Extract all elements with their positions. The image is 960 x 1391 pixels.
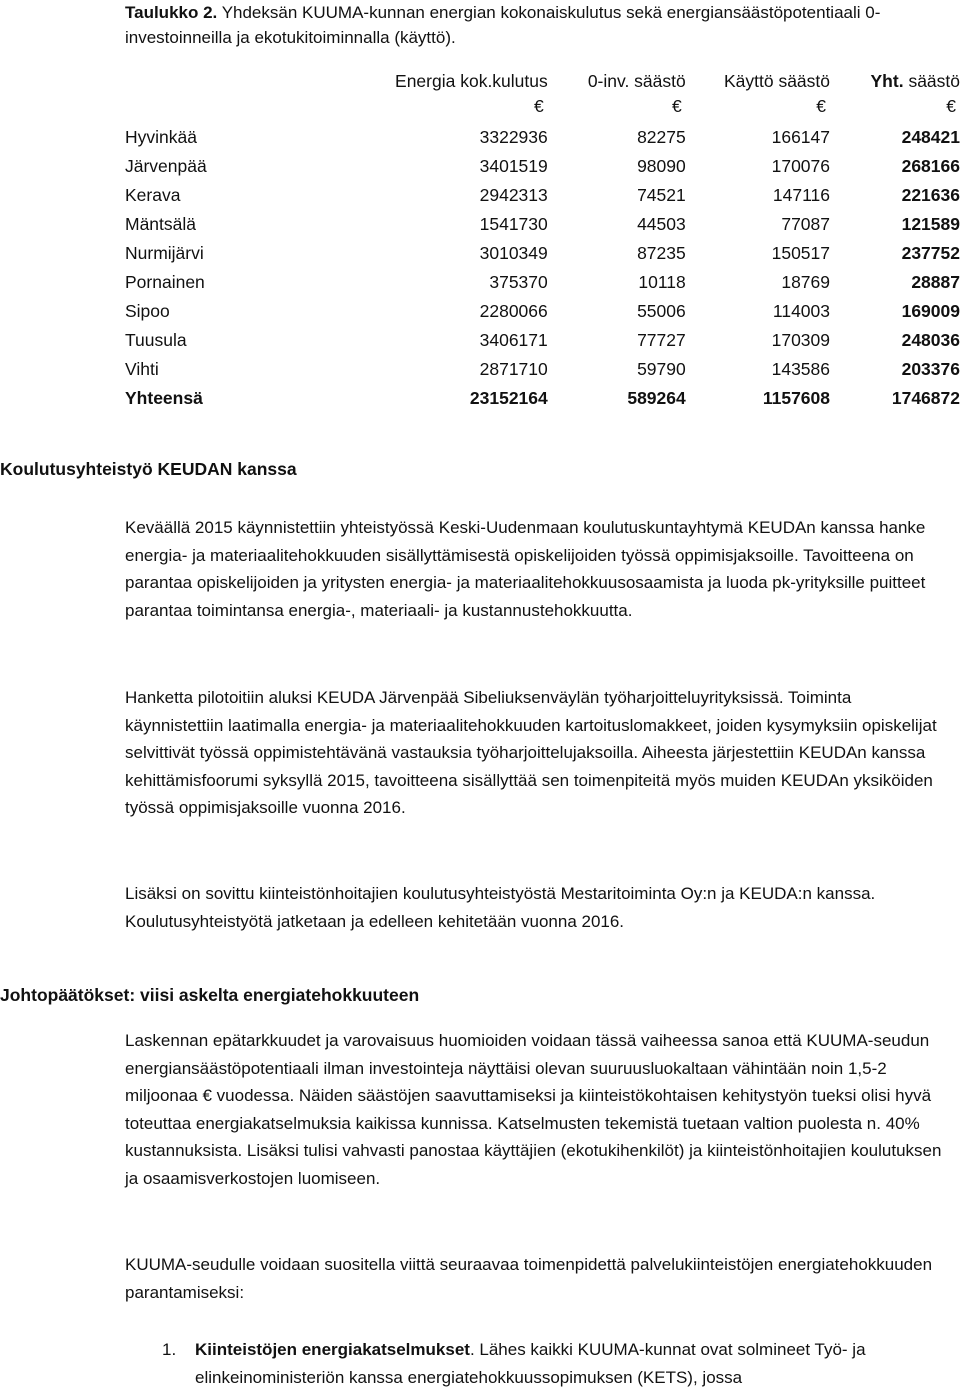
municipality-name: Pornainen xyxy=(125,272,205,292)
table-row xyxy=(125,297,960,326)
table-row xyxy=(125,210,960,239)
energy-table xyxy=(125,71,960,413)
header-total-suffix: säästö xyxy=(908,71,960,91)
energy-consumption-value: 3401519 xyxy=(479,156,548,176)
caption-text: Yhdeksän KUUMA-kunnan energian kokonaiskulutus sekä energiansäästöpotentiaali 0-investoinneilla ja ekotukitoiminnalla (käyttö). xyxy=(125,3,881,47)
usage-saving-value: 170076 xyxy=(771,156,831,176)
municipality-name: Kerava xyxy=(125,185,181,205)
list-item xyxy=(162,1336,952,1391)
zero-investment-saving-value: 59790 xyxy=(637,359,686,379)
paragraph: Laskennan epätarkkuudet ja varovaisuus huomioiden voidaan tässä vaiheessa sanoa että KUUMA-seudun energiansäästöpotentiaali ilman investointeja näyttäisi olevan suuruusluokaltaan vähintään noin 1,5-2 miljoonaa € vuodessa. Näiden säästöjen saavuttamiseksi ja kiinteistökohtaisen kehitystyön tueksi olisi hyvä toteuttaa energiakatselmuksia kaikissa kunnissa. Katselmusten tekemistä tuetaan valtion puolesta n. 40% kustannuksista. Lisäksi tulisi vahvasti panostaa käyttäjien (ekotukihenkilöt) ja kiinteistönhoitajien koulutuksen ja osaamisverkostojen luomiseen. xyxy=(125,1031,942,1188)
energy-consumption-value: 1541730 xyxy=(479,214,548,234)
header-energy-consumption: Energia kok.kulutus xyxy=(395,71,548,91)
zero-investment-saving-value: 74521 xyxy=(637,185,686,205)
energy-consumption-value: 3322936 xyxy=(479,127,548,147)
total-saving-value: 221636 xyxy=(901,185,960,205)
euro-unit: € xyxy=(534,96,544,116)
total-saving-value: 248036 xyxy=(901,330,960,350)
zero-investment-saving-value: 82275 xyxy=(637,127,686,147)
energy-consumption-value: 2871710 xyxy=(479,359,548,379)
energy-consumption-value: 375370 xyxy=(489,272,548,292)
paragraph: Keväällä 2015 käynnistettiin yhteistyössä Keski-Uudenmaan koulutuskuntayhtymä KEUDAn kanssa hanke energia- ja materiaalitehokkuuden sisällyttämisestä opiskelijoiden työssä oppimisjaksoille. Tavoitteena on parantaa opiskelijoiden ja yritysten energia- ja materiaalitehokkuusosaamista ja luoda pk-yrityksille puitteet parantaa toimintansa energia-, materiaali- ja kustannustehokkuutta. xyxy=(125,518,926,620)
header-zero-investment-saving: 0-inv. säästö xyxy=(587,71,686,91)
table-row xyxy=(125,181,960,210)
usage-saving-value: 77087 xyxy=(781,214,831,234)
zero-investment-saving-value: 55006 xyxy=(637,301,686,321)
paragraph: Lisäksi on sovittu kiinteistönhoitajien koulutusyhteistyöstä Mestaritoiminta Oy:n ja KEUDA:n kanssa. Koulutusyhteistyötä jatketaan ja edelleen kehitetään vuonna 2016. xyxy=(125,884,876,931)
table-unit-row xyxy=(125,96,960,123)
header-empty xyxy=(125,71,336,96)
zero-investment-saving-value: 87235 xyxy=(637,243,686,263)
total-saving-value: 268166 xyxy=(901,156,960,176)
usage-saving-value: 150517 xyxy=(771,243,831,263)
zero-investment-saving-value: 98090 xyxy=(637,156,686,176)
section-heading-conclusions: Johtopäätökset: viisi askelta energiatehokkuuteen xyxy=(0,985,420,1005)
list-item-title: Kiinteistöjen energiakatselmukset xyxy=(195,1340,470,1359)
list-number: 1. xyxy=(162,1340,177,1359)
energy-consumption-value: 2942313 xyxy=(479,185,548,205)
usage-saving-value: 170309 xyxy=(771,330,831,350)
energy-consumption-value: 3406171 xyxy=(479,330,548,350)
table-row xyxy=(125,123,960,152)
usage-saving-value: 147116 xyxy=(772,185,831,205)
table-row xyxy=(125,326,960,355)
total-saving-value: 248421 xyxy=(901,127,960,147)
municipality-name: Järvenpää xyxy=(125,156,207,176)
euro-unit: € xyxy=(816,96,827,116)
municipality-name: Mäntsälä xyxy=(125,214,197,234)
energy-consumption-value: 23152164 xyxy=(469,388,548,408)
header-total-saving xyxy=(830,71,960,96)
table-body xyxy=(125,123,960,413)
zero-investment-saving-value: 589264 xyxy=(627,388,686,408)
energy-consumption-value: 2280066 xyxy=(479,301,548,321)
list-item-text: . Lähes kaikki KUUMA-kunnat ovat solmineet Työ- ja elinkeinoministeriön kanssa energiatehokkuussopimuksen (KETS), jossa xyxy=(195,1340,866,1387)
municipality-name: Yhteensä xyxy=(125,388,203,408)
table-header-row xyxy=(125,71,960,96)
total-saving-value: 169009 xyxy=(901,301,960,321)
usage-saving-value: 114003 xyxy=(772,301,831,321)
zero-investment-saving-value: 44503 xyxy=(637,214,686,234)
euro-unit: € xyxy=(672,96,682,116)
zero-investment-saving-value: 77727 xyxy=(637,330,686,350)
table-row xyxy=(125,152,960,181)
paragraph: Hanketta pilotoitiin aluksi KEUDA Järvenpää Sibeliuksenväylän työharjoitteluyrityksissä. Toiminta käynnistettiin laatimalla energia- ja materiaalitehokkuuden kartoituslomakkeet, joiden kysymyksiin opiskelijat selvittivät työssä oppimistehtävänä vastauksia työharjoittelujaksoilla. Aiheesta järjestettiin KEUDAn kanssa kehittämisfoorumi syksyllä 2015, tavoitteena sisällyttää sen toimenpiteitä myös muiden KEUDAn yksiköiden työssä oppimisjaksoille vuonna 2016. xyxy=(125,688,937,817)
paragraph: KUUMA-seudulle voidaan suositella viittä seuraavaa toimenpidettä palvelukiinteistöjen energiatehokkuuden parantamiseksi: xyxy=(125,1255,933,1302)
municipality-name: Sipoo xyxy=(125,301,170,321)
municipality-name: Tuusula xyxy=(125,330,187,350)
section-heading-keuda: Koulutusyhteistyö KEUDAN kanssa xyxy=(0,459,297,479)
total-saving-value: 237752 xyxy=(901,243,960,263)
municipality-name: Vihti xyxy=(125,359,159,379)
table-row xyxy=(125,268,960,297)
municipality-name: Nurmijärvi xyxy=(125,243,204,263)
table-caption xyxy=(125,0,945,50)
usage-saving-value: 18769 xyxy=(781,272,831,292)
usage-saving-value: 143586 xyxy=(771,359,831,379)
table-row xyxy=(125,355,960,384)
header-total-prefix: Yht. xyxy=(870,71,904,91)
usage-saving-value: 166147 xyxy=(771,127,831,147)
caption-label: Taulukko 2. xyxy=(125,3,218,22)
energy-consumption-value: 3010349 xyxy=(479,243,548,263)
total-saving-value: 121589 xyxy=(901,214,960,234)
table-total-row xyxy=(125,384,960,413)
header-usage-saving: Käyttö säästö xyxy=(723,71,831,91)
zero-investment-saving-value: 10118 xyxy=(638,272,686,292)
total-saving-value: 203376 xyxy=(901,359,960,379)
euro-unit: € xyxy=(946,96,956,116)
table-row xyxy=(125,239,960,268)
municipality-name: Hyvinkää xyxy=(125,127,197,147)
usage-saving-value: 1157608 xyxy=(762,388,831,408)
total-saving-value: 1746872 xyxy=(891,388,960,408)
total-saving-value: 28887 xyxy=(911,272,960,292)
